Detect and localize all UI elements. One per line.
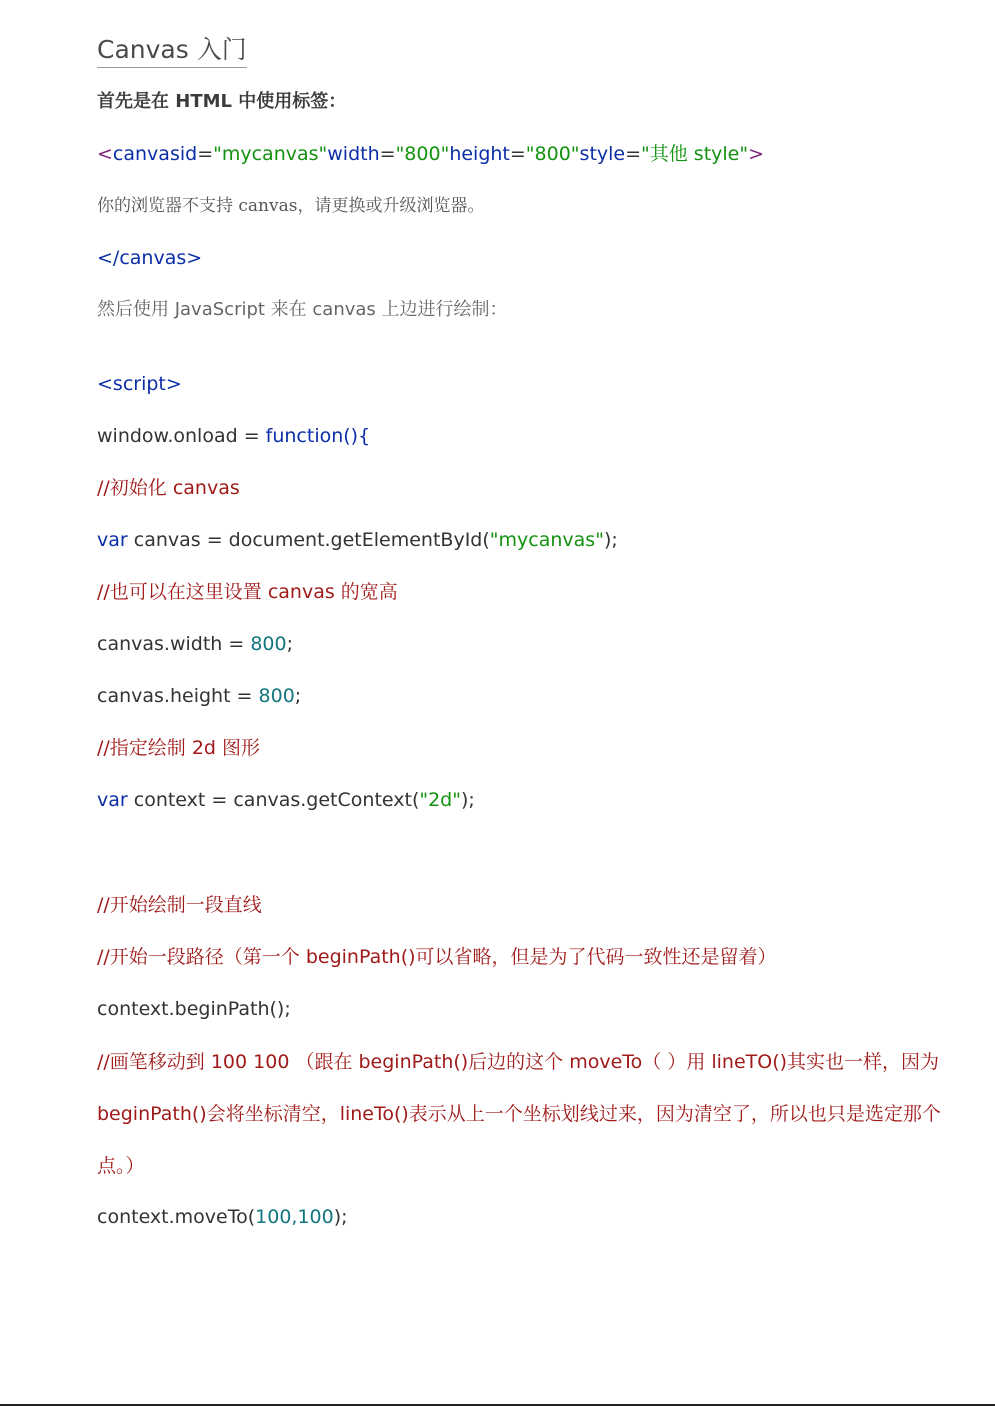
canvas-close-tag: </canvas>	[97, 247, 203, 269]
tag-open-bracket: <	[97, 143, 113, 165]
comment-size: //也可以在这里设置 canvas 的宽高	[97, 581, 398, 603]
onload-function: function(){	[265, 425, 371, 447]
move-args: 100,100	[255, 1206, 334, 1228]
width-end: ;	[286, 633, 293, 655]
tag-close-bracket: >	[748, 143, 765, 165]
onload-line	[97, 424, 370, 448]
move-stmt: context.moveTo(	[97, 1206, 256, 1228]
var-canvas-string: "mycanvas"	[489, 529, 604, 551]
attr-width-value: "800"	[395, 143, 450, 165]
js-intro-text: 然后使用 JavaScript 来在 canvas 上边进行绘制：	[97, 299, 508, 320]
attr-id-value: "mycanvas"	[213, 143, 328, 165]
height-stmt: canvas.height =	[97, 685, 259, 707]
onload-object: window.onload	[97, 425, 238, 447]
script-open-tag: <script>	[97, 373, 182, 395]
comment-path: //开始一段路径（第一个 beginPath()可以省略，但是为了代码一致性还是留着）	[97, 946, 777, 968]
var-canvas-line	[97, 528, 618, 552]
attr-id: id	[179, 143, 198, 165]
fallback-text: 你的浏览器不支持 canvas，请更换或升级浏览器。	[97, 196, 485, 216]
var-context-expr: context = canvas.getContext(	[127, 789, 420, 811]
var-canvas-expr: canvas = document.getElementById(	[127, 529, 490, 551]
var-context-line	[97, 788, 475, 812]
var-canvas-end: );	[603, 529, 618, 551]
attr-width: width	[327, 143, 380, 165]
height-number: 800	[258, 685, 295, 707]
page-title: Canvas 入门	[97, 34, 247, 68]
comment-line: //开始绘制一段直线	[97, 894, 262, 916]
var-keyword: var	[97, 529, 128, 551]
tag-name: canvas	[112, 143, 180, 165]
onload-eq: =	[237, 425, 266, 447]
move-to-line	[97, 1205, 348, 1229]
attr-height-value: "800"	[525, 143, 580, 165]
var-keyword: var	[97, 789, 128, 811]
eq: =	[379, 143, 396, 165]
comment-2d: //指定绘制 2d 图形	[97, 737, 261, 759]
eq: =	[197, 143, 214, 165]
comment-init: //初始化 canvas	[97, 477, 240, 499]
canvas-tag-line	[97, 142, 764, 166]
move-end: );	[333, 1206, 348, 1228]
var-context-end: );	[461, 789, 475, 811]
begin-path-line: context.beginPath();	[97, 998, 291, 1020]
var-context-string: "2d"	[419, 789, 461, 811]
height-end: ;	[294, 685, 302, 707]
attr-height: height	[449, 143, 510, 165]
eq: =	[509, 143, 526, 165]
attr-style: style	[579, 143, 626, 165]
width-line	[97, 632, 293, 656]
intro-heading: 首先是在 HTML 中使用标签：	[97, 91, 347, 112]
attr-style-value: "其他 style"	[641, 143, 749, 165]
comment-move: //画笔移动到 100 100 （跟在 beginPath()后边的这个 moveTo（ ）用 lineTO()其实也一样，因为 beginPath()会将坐标清空，lineTo()表示从上一个坐标划线过来，因为清空了，所以也只是选定那个点。）	[97, 1051, 941, 1177]
eq: =	[625, 143, 642, 165]
height-line	[97, 684, 301, 708]
width-number: 800	[250, 633, 287, 655]
width-stmt: canvas.width =	[97, 633, 251, 655]
